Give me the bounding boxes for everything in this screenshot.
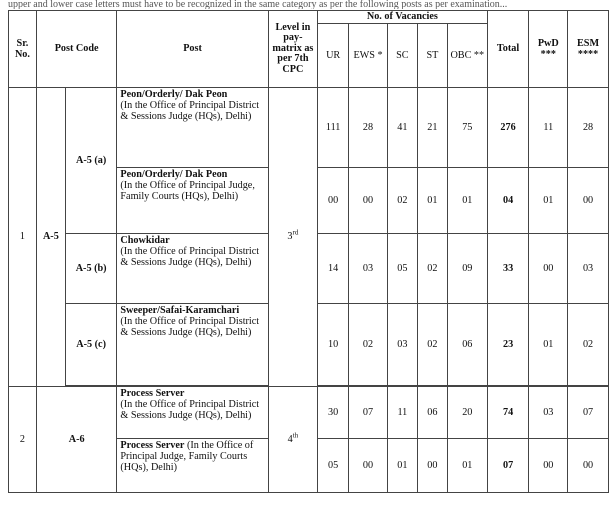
header-ews: EWS *: [349, 24, 388, 88]
obc-cell: 75: [447, 88, 487, 168]
header-vacancies: No. of Vacancies: [318, 11, 488, 24]
header-sr-no: Sr. No.: [9, 11, 37, 88]
esm-cell: 28: [568, 88, 609, 168]
sub-code-cell: A-5 (b): [65, 234, 117, 304]
esm-cell: 00: [568, 439, 609, 493]
post-title: Process Server: [120, 388, 185, 399]
sc-cell: 05: [387, 234, 417, 304]
esm-cell: 00: [568, 168, 609, 234]
pwd-cell: 01: [529, 304, 568, 386]
sc-cell: 11: [387, 387, 417, 439]
level-value: 4: [287, 433, 293, 445]
sc-cell: 41: [387, 88, 417, 168]
ur-cell: 05: [318, 439, 349, 493]
cut-off-top-text: upper and lower case letters must have to be recognized in the same category as per the following posts as per examination...: [8, 0, 508, 9]
post-code-cell: A-5: [36, 88, 65, 387]
ews-cell: 00: [349, 168, 388, 234]
header-ur: UR: [318, 24, 349, 88]
post-title: Sweeper/Safai-Karamchari: [120, 305, 240, 316]
post-desc: (In the Office of Principal Judge, Family Courts (HQs), Delhi): [120, 180, 255, 203]
post-desc: (In the Office of Principal District & Sessions Judge (HQs), Delhi): [120, 316, 260, 339]
sub-code-cell: A-5 (a): [65, 88, 117, 234]
level-cell: [268, 88, 317, 387]
post-cell: [117, 88, 268, 168]
sc-cell: 01: [387, 439, 417, 493]
post-desc: (In the Office of Principal District & Sessions Judge (HQs), Delhi): [120, 246, 260, 269]
ews-cell: 03: [349, 234, 388, 304]
sr-no-cell: 2: [9, 387, 37, 493]
post-cell: [117, 439, 268, 493]
post-title: Chowkidar: [120, 235, 170, 246]
esm-cell: 02: [568, 304, 609, 386]
header-level: Level in pay-matrix as per 7th CPC: [268, 11, 317, 88]
total-cell: 23: [487, 304, 529, 386]
header-pwd: PwD ***: [529, 11, 568, 88]
ews-cell: 28: [349, 88, 388, 168]
obc-cell: 06: [447, 304, 487, 386]
esm-cell: 07: [568, 387, 609, 439]
pwd-cell: 11: [529, 88, 568, 168]
esm-cell: 03: [568, 234, 609, 304]
pwd-cell: 00: [529, 439, 568, 493]
total-cell: 07: [487, 439, 529, 493]
post-desc: (In the Office of Principal Judge, Family Courts (HQs), Delhi): [120, 440, 254, 474]
table-row: [9, 88, 609, 168]
post-title: Peon/Orderly/ Dak Peon: [120, 169, 228, 180]
ews-cell: 07: [349, 387, 388, 439]
post-title: Peon/Orderly/ Dak Peon: [120, 89, 228, 100]
post-cell: [117, 234, 268, 304]
header-st: ST: [417, 24, 447, 88]
obc-cell: 09: [447, 234, 487, 304]
post-cell: [117, 304, 268, 386]
level-cell: [268, 387, 317, 493]
ews-cell: 02: [349, 304, 388, 386]
total-cell: 74: [487, 387, 529, 439]
ur-cell: 10: [318, 304, 349, 386]
header-obc: OBC **: [447, 24, 487, 88]
obc-cell: 01: [447, 168, 487, 234]
st-cell: 21: [417, 88, 447, 168]
ur-cell: 111: [318, 88, 349, 168]
st-cell: 00: [417, 439, 447, 493]
ews-cell: 00: [349, 439, 388, 493]
header-sc: SC: [387, 24, 417, 88]
vacancy-table: [8, 10, 609, 493]
sub-code-cell: A-5 (c): [65, 304, 117, 386]
ur-cell: 30: [318, 387, 349, 439]
header-esm: ESM ****: [568, 11, 609, 88]
post-cell: [117, 387, 268, 439]
pwd-cell: 00: [529, 234, 568, 304]
post-desc: (In the Office of Principal District & Sessions Judge (HQs), Delhi): [120, 100, 260, 123]
post-cell: [117, 168, 268, 234]
ur-cell: 00: [318, 168, 349, 234]
st-cell: 02: [417, 234, 447, 304]
total-cell: 04: [487, 168, 529, 234]
level-value: 3: [287, 231, 293, 243]
sr-no-cell: 1: [9, 88, 37, 387]
st-cell: 02: [417, 304, 447, 386]
post-code-cell: A-6: [36, 387, 117, 493]
pwd-cell: 03: [529, 387, 568, 439]
header-post: Post: [117, 11, 268, 88]
ur-cell: 14: [318, 234, 349, 304]
sc-cell: 03: [387, 304, 417, 386]
obc-cell: 20: [447, 387, 487, 439]
level-suffix: th: [292, 431, 299, 440]
total-cell: 276: [487, 88, 529, 168]
sc-cell: 02: [387, 168, 417, 234]
obc-cell: 01: [447, 439, 487, 493]
st-cell: 01: [417, 168, 447, 234]
total-cell: 33: [487, 234, 529, 304]
pwd-cell: 01: [529, 168, 568, 234]
post-desc: (In the Office of Principal District & Sessions Judge (HQs), Delhi): [120, 399, 260, 422]
table-row: [9, 387, 609, 439]
post-title: Process Server: [120, 440, 185, 451]
level-suffix: rd: [292, 229, 299, 237]
header-total: Total: [487, 11, 529, 88]
header-post-code: Post Code: [36, 11, 117, 88]
st-cell: 06: [417, 387, 447, 439]
